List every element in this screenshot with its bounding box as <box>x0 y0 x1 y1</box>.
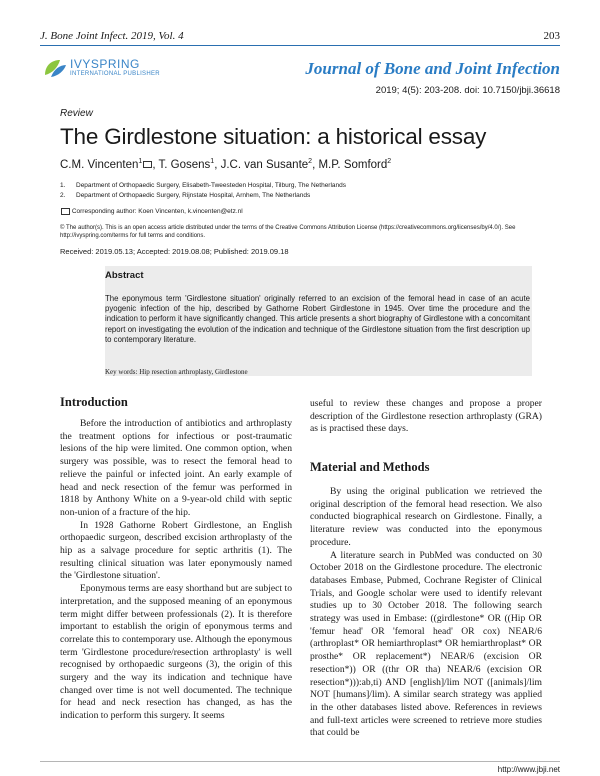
publisher-subtitle: INTERNATIONAL PUBLISHER <box>70 71 160 77</box>
envelope-icon <box>143 161 152 168</box>
journal-url[interactable]: http://www.jbji.net <box>497 765 560 774</box>
corresponding-author: Corresponding author: Koen Vincenten, k.vincenten@etz.nl <box>60 208 243 215</box>
author-sup: 1 <box>210 158 215 165</box>
author-list: C.M. Vincenten$^1$ , T. Gosens$^1$, J.C. van Susante$^2$, M.P. Somford$^2$ <box>60 158 392 171</box>
publisher-name: IVYSPRING <box>70 57 140 71</box>
publisher-logo <box>42 55 182 85</box>
abstract-heading: Abstract <box>105 270 144 281</box>
footer-rule <box>40 761 560 762</box>
left-column <box>60 418 292 723</box>
affiliation: 1. Department of Orthopaedic Surgery, Elisabeth-Tweesteden Hospital, Tilburg, The Netherlands <box>60 182 347 189</box>
journal-name: Journal of Bone and Joint Infection <box>305 59 560 78</box>
author: T. Gosens <box>158 158 211 171</box>
paragraph: Before the introduction of antibiotics and arthroplasty the treatment options for infectious or post-traumatic lesions of the hip were limited. One common option, when surgery was possible, was to resect the femoral head to relieve the painful or infected joint. An early example of head and neck resection of the femur was performed in 1818 by Anthony White on a 9-year-old child with septic non-union of a fracture of the hip. <box>60 418 292 518</box>
paragraph: By using the original publication we retrieved the original description of the femoral head resection. We also conducted biographical research on Girdlestone. Finally, a literature review was conducted into the eponymous procedure. <box>310 486 542 548</box>
author: C.M. Vincenten <box>60 158 139 171</box>
citation: 2019; 4(5): 203-208. doi: 10.7150/jbji.36618 <box>375 85 560 96</box>
author: M.P. Somford <box>318 158 388 171</box>
running-title: J. Bone Joint Infect. 2019, Vol. 4 <box>40 30 184 42</box>
ivyspring-leaf-icon <box>42 57 68 79</box>
paragraph: In 1928 Gathorne Robert Girdlestone, an English orthopaedic surgeon, described excision arthroplasty of the hip as a salvage procedure for septic arthritis (1). The resulting clinical situation was later eponymously named the 'Girdlestone situation'. <box>60 519 292 582</box>
section-heading-methods: Material and Methods <box>310 460 430 474</box>
license-text: © The author(s). This is an open access article distributed under the terms of the Creative Commons Attribution License (https://creativecommons.org/licenses/by/4.0/). See http://ivyspring.com/terms for full terms and conditions. <box>60 225 516 239</box>
paragraph: Eponymous terms are easy shorthand but are subject to interpretation, and the supposed meaning of an eponymous term might differ between professionals (2). It is therefore important to establish the origin of eponymous terms and correlate this to contemporary use. Although the eponymous term 'Girdlestone procedure/resection arthroplasty' is well recognised by orthopaedic surgeons (3), the origin of this surgery and the way its indication and technique have changed over time is not well documented. The technique for head and neck resection has changed, as has the indication to perform this surgery. It seems <box>60 583 292 722</box>
author-sup: 2 <box>387 158 392 165</box>
article-dates: Received: 2019.05.13; Accepted: 2019.08.08; Published: 2019.09.18 <box>60 247 289 256</box>
affiliation: 2. Department of Orthopaedic Surgery, Rijnstate Hospital, Arnhem, The Netherlands <box>60 192 311 199</box>
section-heading-introduction: Introduction <box>60 395 128 409</box>
author: J.C. van Susante <box>220 158 309 171</box>
page-number: 203 <box>543 30 560 42</box>
article-title: The Girdlestone situation: a historical essay <box>60 124 487 149</box>
paragraph: useful to review these changes and propose a proper description of the Girdlestone resection arthroplasty (GRA) as is practised these days. <box>310 398 542 435</box>
article-type: Review <box>60 108 93 119</box>
envelope-icon <box>61 208 70 215</box>
paragraph: A literature search in PubMed was conducted on 30 October 2018 on the Girdlestone procedure. The electronic databases Embase, Pubmed, Cochrane Register of Clinical Trials, and Google scholar were used to identify relevant studies up to 30 October 2018. The following search strategy was used in Embase: ((girdlestone* OR ((Hip OR 'femur head' OR 'femoral head' OR cox) NEAR/6 (arthroplast* OR hemiarthroplast* OR hemiarthroplast* OR prosthe* OR replacement*) NEAR/6 (excision OR resection*)) OR ((thr OR tha) NEAR/6 (excision OR resection*))):ab,ti) AND [english]/lim NOT ([animals]/lim NOT [humans]/lim). A similar search strategy was applied in the other databases listed above. References in reviews and full-text articles were screened to retrieve more studies that could be <box>310 549 542 739</box>
author-sup: 1 <box>138 158 143 165</box>
right-column-methods <box>310 486 542 740</box>
author-sup: 2 <box>308 158 313 165</box>
header-rule <box>40 45 560 46</box>
right-column-top <box>310 398 542 436</box>
keywords: Key words: Hip resection arthroplasty, Girdlestone <box>105 368 248 376</box>
abstract-text: The eponymous term 'Girdlestone situation' originally referred to an excision of the femoral head in case of an acute pyogenic infection of the hip, described by Gathorne Robert Girdlestone in 1945. Over time the procedure and the indication to perform it have significantly changed. This article presents a short biography of Girdlestone with a concomitant report on investigating the evolution of the indication and technique of the Girdlestone situation from the first description up to contemporary literature. <box>105 294 530 344</box>
